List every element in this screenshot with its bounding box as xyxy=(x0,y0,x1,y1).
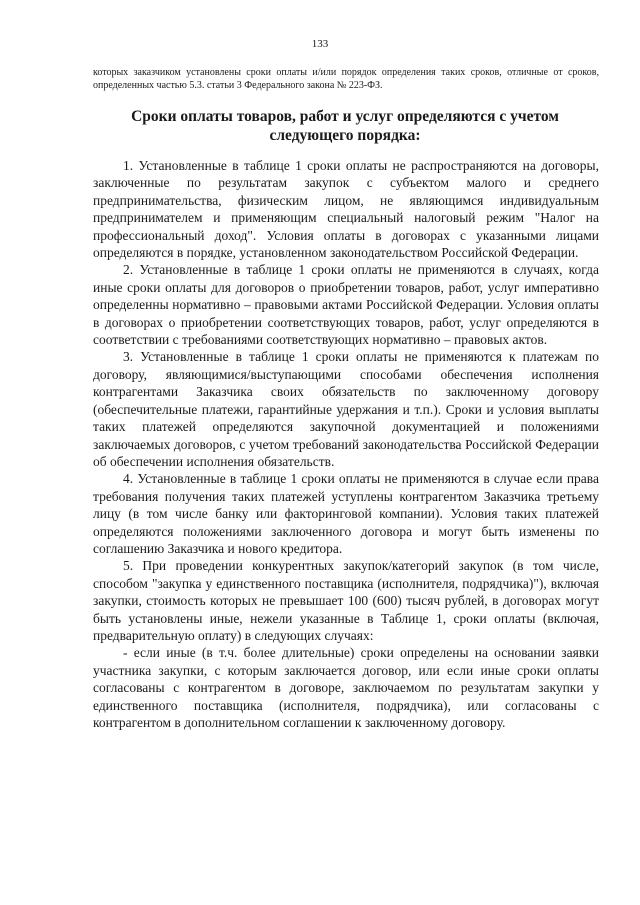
paragraph-5: 5. При проведении конкурентных закупок/категорий закупок (в том числе, способом "закупка у единственного поставщика (исполнителя, подрядчика)"), включая закупки, стоимость которых не превышает 100 (600) тысяч рублей, в договорах могут быть установлены иные, нежели указанные в Таблице 1, сроки оплаты (включая, предварительную оплату) в следующих случаях: xyxy=(93,558,599,643)
paragraph-2: 2. Установленные в таблице 1 сроки оплаты не применяются в случаях, когда иные сроки оплаты для договоров о приобретении товаров, работ, услуг императивно определенны нормативно – правовыми актами Российской Федерации. Условия оплаты в договорах о приобретении соответствующих товаров, работ, услуг определяются в соответствии с требованиями соответствующих нормативно – правовых актов. xyxy=(93,262,599,348)
paragraph-4: 4. Установленные в таблице 1 сроки оплаты не применяются в случае если права требования получения таких платежей уступлены контрагентом Заказчика третьему лицу (в том числе банку или факторинговой компании). Условия таких платежей определяются положениями заключенного договора и могут быть изменены по соглашению Заказчика и нового кредитора. xyxy=(93,471,599,556)
carryover-text: которых заказчиком установлены сроки оплаты и/или порядок определения таких сроков, отличные от сроков, определенных частью 5.3. статьи 3 Федерального закона № 223-ФЗ. xyxy=(93,67,599,91)
paragraph-1: 1. Установленные в таблице 1 сроки оплаты не распространяются на договоры, заключенные по результатам закупок с субъектом малого и среднего предпринимательства, физическим лицом, не являющимся индивидуальным предпринимателем и применяющим специальный налоговый режим "Налог на профессиональный доход". Условия оплаты в договорах с указанными лицами определяются в порядке, установленном законодательством Российской Федерации. xyxy=(93,158,599,261)
paragraph-5-bullet: - если иные (в т.ч. более длительные) сроки определены на основании заявки участника закупки, с которым заключается договор, или если иные сроки оплаты согласованы с контрагентом в договоре, заключаемом по результатам закупки у единственного поставщика (исполнителя, подрядчика), или согласованы с контрагентом в дополнительном соглашении к заключенному договору. xyxy=(93,645,599,730)
paragraph-3: 3. Установленные в таблице 1 сроки оплаты не применяются к платежам по договору, являющимися/выступающими способами обеспечения исполнения контрагентами Заказчика своих обязательств по заключенному договору (обеспечительные платежи, гарантийные удержания и т.п.). Сроки и условия выплаты таких платежей определяются закупочной документацией и положениями заключаемых договоров, с учетом требований законодательства Российской Федерации об обеспечении исполнения обязательств. xyxy=(93,349,599,469)
section-heading: Сроки оплаты товаров, работ и услуг определяются с учетом следующего порядка: xyxy=(131,108,559,144)
page-number: 133 xyxy=(311,38,329,50)
body-text xyxy=(93,157,599,731)
